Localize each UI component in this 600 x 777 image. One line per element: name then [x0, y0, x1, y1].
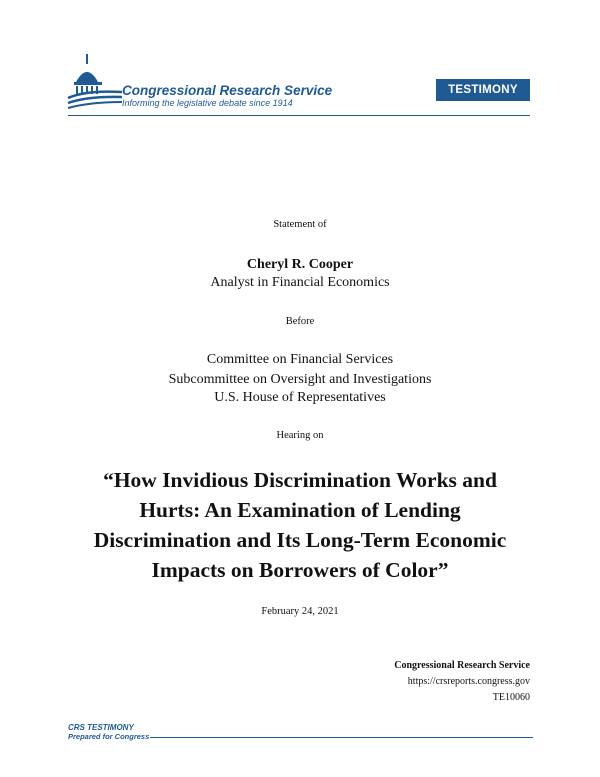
hearing-title-line: Impacts on Borrowers of Color” [151, 558, 449, 582]
footer-divider [150, 737, 533, 738]
testimony-badge: TESTIMONY [436, 79, 530, 101]
committee-name: Committee on Financial Services [206, 352, 394, 367]
statement-intro: Statement of [273, 219, 327, 230]
capitol-dome-icon [66, 52, 122, 110]
report-id: TE10060 [492, 692, 530, 703]
header-divider [68, 115, 530, 116]
org-tagline: Informing the legislative debate since 1914 [122, 98, 293, 108]
hearing-label: Hearing on [276, 430, 324, 441]
org-name: Congressional Research Service [122, 83, 333, 98]
speaker-name: Cheryl R. Cooper [246, 257, 354, 272]
publisher-name: Congressional Research Service [394, 660, 530, 671]
subcommittee-name: Subcommittee on Oversight and Investigations [168, 372, 432, 387]
chamber-name: U.S. House of Representatives [214, 390, 386, 405]
publisher-url[interactable]: https://crsreports.congress.gov [407, 676, 530, 687]
hearing-title [0, 465, 600, 585]
speaker-title: Analyst in Financial Economics [210, 275, 390, 290]
hearing-title-line: “How Invidious Discrimination Works and [103, 468, 497, 492]
hearing-title-line: Discrimination and Its Long-Term Economic [93, 528, 507, 552]
hearing-date: February 24, 2021 [261, 606, 339, 617]
hearing-title-line: Hurts: An Examination of Lending [139, 498, 461, 522]
footer-title: CRS TESTIMONY [68, 723, 134, 732]
before-label: Before [285, 316, 315, 327]
footer-subtitle: Prepared for Congress [68, 732, 150, 741]
